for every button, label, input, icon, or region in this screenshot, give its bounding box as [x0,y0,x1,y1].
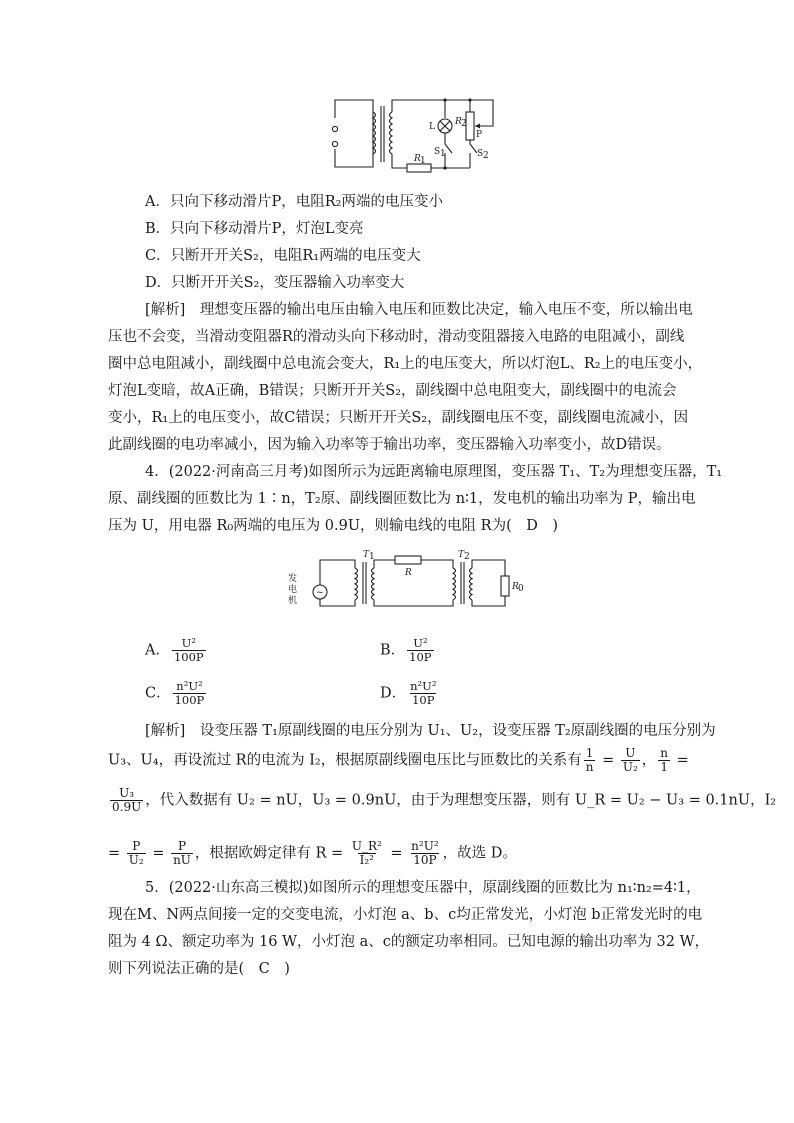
q4-analysis-line-3 [108,787,776,814]
fraction-n2u2-over-10p [409,840,440,867]
fraction-p-over-u2 [127,840,146,867]
q4-option-c-num: n²U² [176,679,203,693]
q3-option-c: C．只断开开关S₂，电阻R₁两端的电压变大 [145,248,421,264]
fraction-p-over-nu [171,840,193,867]
q4-option-a [145,637,208,664]
q4-analysis-text-2: U₃、U₄，再设流过 R的电流为 I₂，根据原副线圈电压比与匝数比的关系有 [108,752,582,769]
fig2-label-R: R [405,568,412,578]
frac-den: 10P [413,853,437,867]
q4-option-b-fraction [407,637,433,664]
q3-analysis-line-1: [解析] 理想变压器的输出电压由输入电压和匝数比决定，输入电压不变，所以输出电 [145,302,693,318]
frac-den: I₂² [359,853,374,867]
frac-den: 1 [660,760,668,774]
fig2-label-R0: R [512,582,519,592]
q4-analysis-text-4: ，根据欧姆定律有 R = [194,845,344,862]
fraction-u-over-u2 [621,747,640,774]
fig2-label-T1-sub: 1 [369,552,375,562]
fig1-label-R1: R [414,154,421,164]
equals-sign: = [108,845,121,862]
fig1-label-S2-sub: 2 [483,151,489,161]
q4-option-d-letter: D． [380,685,407,702]
q4-option-b [380,637,436,664]
fraction-1-over-n [584,747,596,774]
frac-num: U_R² [351,839,382,853]
q3-analysis-line-4: 灯泡L变暗，故A正确，B错误；只断开开关S₂，副线圈中总电阻变大，副线圈中的电流会 [108,383,677,399]
equals-sign: = [676,752,689,769]
frac-den: U₂ [622,760,638,774]
fig2-generator-label-3: 机 [288,596,298,606]
q4-option-c-den: 100P [174,693,205,707]
q4-stem-line-2: 原、副线圈的匝数比为 1∶n，T₂原、副线圈匝数比为 n∶1，发电机的输出功率为 P，输出电 [108,491,696,507]
fig2-generator-label-1: 发 [288,574,298,584]
fig1-label-R2-sub: 2 [461,119,467,129]
q3-option-d: D．只断开开关S₂，变压器输入功率变大 [145,275,405,291]
fig2-label-T2-sub: 2 [464,552,470,562]
q5-stem-line-2: 现在M、N两点间接一定的交变电流，小灯泡 a、b、c均正常发光，小灯泡 b正常发光时的电 [108,907,703,923]
q3-option-a: A．只向下移动滑片P，电阻R₂两端的电压变小 [145,194,443,210]
fig1-label-R1-sub: 1 [420,156,426,166]
q3-analysis-line-5: 变小，R₁上的电压变小，故C错误；只断开开关S₂，副线圈电压不变，副线圈电流减小，因 [108,410,689,426]
equals-sign: = [390,845,403,862]
fig1-label-P: P [476,130,483,140]
figure-2-transmission-diagram [285,548,525,618]
frac-num: n²U² [411,839,439,853]
q4-option-d-num: n²U² [410,679,437,693]
q4-option-d-den: 10P [412,693,435,707]
q4-analysis-line-1: [解析] 设变压器 T₁原副线圈的电压分别为 U₁、U₂，设变压器 T₂原副线圈的电压分别为 [145,723,716,739]
comma: ， [641,752,657,769]
q4-option-c-letter: C． [145,685,171,702]
fig1-label-S1-sub: 1 [440,149,446,159]
q4-stem-line-3: 压为 U，用电器 R₀两端的电压为 0.9U，则输电线的电阻 R为( D ) [108,518,559,534]
q3-analysis-line-2: 压也不会变，当滑动变阻器R的滑动头向下移动时，滑动变阻器接入电路的电阻减小，副线 [108,329,685,345]
frac-num: P [132,839,141,853]
q4-option-b-den: 10P [409,650,432,664]
q4-option-b-num: U² [413,636,428,650]
frac-num: 1 [585,746,594,760]
frac-num: P [177,839,187,853]
q4-option-a-fraction [172,637,206,664]
q3-analysis-line-6: 此副线圈的电功率减小，因为输入功率等于输出功率，变压器输入功率变小，故D错误。 [108,437,671,453]
q4-option-d-fraction [408,680,438,707]
fraction-n-over-1 [658,747,670,774]
q4-option-a-num: U² [181,636,196,650]
equals-sign: = [602,752,615,769]
q4-option-d [380,680,440,707]
q5-stem-line-3: 阻为 4 Ω、额定功率为 16 W，小灯泡 a、c的额定功率相同。已知电源的输出功率为 32 W， [108,934,709,950]
q4-option-c-fraction [173,680,207,707]
q4-option-a-den: 100P [173,650,204,664]
q4-option-a-letter: A． [145,642,170,659]
fig2-label-R0-sub: 0 [518,584,524,594]
q4-stem-line-1: 4．(2022·河南高三月考)如图所示为远距离输电原理图，变压器 T₁、T₂为理想变压器，T₁ [145,464,723,480]
equals-sign: = [152,845,165,862]
fig2-label-T1: T [363,550,370,560]
figure-1-circuit-diagram [325,92,500,182]
frac-num: U [625,746,636,760]
frac-num: U₃ [119,786,135,800]
q4-option-b-letter: B． [380,642,406,659]
q4-analysis-line-4 [108,840,517,867]
fig2-source-symbol: ~ [316,588,324,598]
q3-option-b: B．只向下移动滑片P，灯泡L变亮 [145,221,364,237]
q4-analysis-conclusion: ，故选 D。 [442,845,517,862]
frac-den: nU [173,853,191,867]
q5-stem-line-1: 5．(2022·山东高三模拟)如图所示的理想变压器中，原副线圈的匝数比为 n₁∶n₂=4∶1， [145,880,701,896]
frac-den: n [585,760,594,774]
fraction-u3-over-09u [110,787,143,814]
q4-option-c [145,680,208,707]
q4-analysis-text-3: ，代入数据有 U₂ = nU，U₃ = 0.9nU，由于为理想变压器，则有 U_R = U₂ − U₃ = 0.1nU，I₂ [145,792,777,809]
frac-den: 0.9U [112,800,142,814]
fraction-ur2-over-i22 [350,840,384,867]
fig1-label-S1: S [434,147,441,157]
frac-num: n [660,746,669,760]
fig2-generator-label-2: 电 [288,585,298,595]
fig1-label-R2: R [455,117,462,127]
q5-stem-line-4: 则下列说法正确的是( C ) [108,961,290,977]
q3-analysis-line-3: 圈中总电阻减小，副线圈中总电流会变大，R₁上的电压变大，所以灯泡L、R₂上的电压变小， [108,356,703,372]
fig2-label-T2: T [458,550,465,560]
fig1-label-L: L [429,122,435,132]
q4-analysis-line-2 [108,747,689,774]
fig1-label-S2: S [477,149,484,159]
frac-den: U₂ [128,853,144,867]
